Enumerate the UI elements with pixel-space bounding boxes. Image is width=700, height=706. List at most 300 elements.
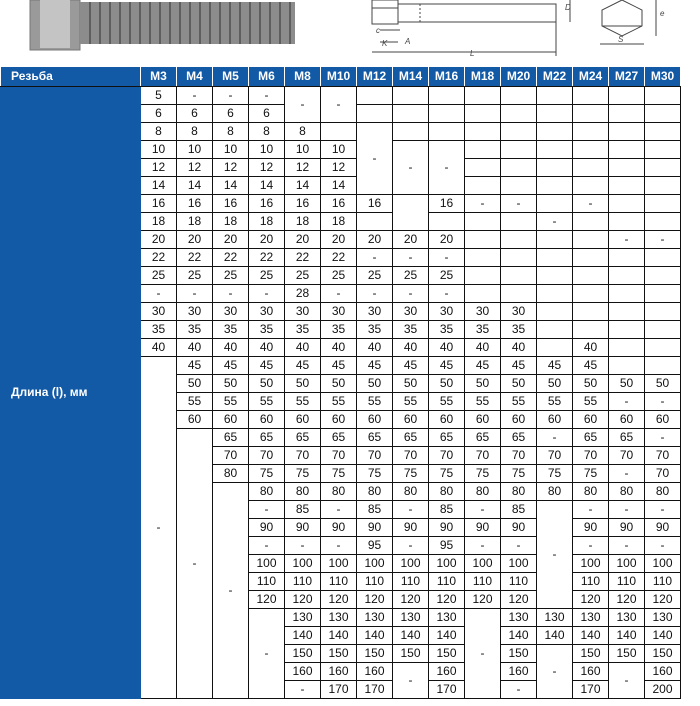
length-cell [465, 159, 501, 177]
length-cell [573, 213, 609, 231]
length-cell: 25 [285, 267, 321, 285]
length-cell: 80 [645, 483, 681, 501]
length-cell: - [465, 501, 501, 519]
length-cell: 12 [285, 159, 321, 177]
length-cell: 16 [213, 195, 249, 213]
thread-size-header: M30 [645, 67, 681, 87]
length-cell [609, 177, 645, 195]
length-cell [645, 321, 681, 339]
length-cell [537, 159, 573, 177]
length-cell: 160 [501, 663, 537, 681]
length-cell [573, 141, 609, 159]
length-cell: - [537, 213, 573, 231]
length-cell: 160 [357, 663, 393, 681]
length-cell: 14 [249, 177, 285, 195]
length-cell: 30 [249, 303, 285, 321]
length-cell: 55 [537, 393, 573, 411]
length-cell: 85 [285, 501, 321, 519]
length-cell: 70 [645, 465, 681, 483]
length-cell: 45 [573, 357, 609, 375]
length-cell: 110 [321, 573, 357, 591]
length-cell: 50 [465, 375, 501, 393]
length-cell: 65 [357, 429, 393, 447]
length-cell: 55 [213, 393, 249, 411]
length-cell: 45 [501, 357, 537, 375]
length-cell [609, 321, 645, 339]
length-cell: 55 [321, 393, 357, 411]
length-cell: 40 [357, 339, 393, 357]
length-cell: 60 [249, 411, 285, 429]
length-cell: 50 [609, 375, 645, 393]
length-cell: 170 [321, 681, 357, 699]
length-cell: - [177, 87, 213, 105]
length-cell: 35 [501, 321, 537, 339]
length-cell: - [645, 393, 681, 411]
length-cell: 55 [429, 393, 465, 411]
length-cell: 150 [501, 645, 537, 663]
length-cell [645, 357, 681, 375]
length-cell: 55 [285, 393, 321, 411]
length-cell: 70 [537, 447, 573, 465]
length-cell: 120 [573, 591, 609, 609]
length-cell: 30 [357, 303, 393, 321]
length-cell: 14 [177, 177, 213, 195]
length-cell: 55 [357, 393, 393, 411]
length-cell [393, 123, 429, 141]
length-cell: - [249, 285, 285, 303]
length-cell: 65 [465, 429, 501, 447]
length-cell: 100 [393, 555, 429, 573]
length-cell: 150 [573, 645, 609, 663]
length-cell: 45 [393, 357, 429, 375]
length-cell [573, 159, 609, 177]
length-cell: 12 [177, 159, 213, 177]
length-cell [501, 141, 537, 159]
length-cell: 60 [285, 411, 321, 429]
length-cell [321, 123, 357, 141]
length-cell: 40 [465, 339, 501, 357]
length-cell: 50 [285, 375, 321, 393]
length-cell: 14 [141, 177, 177, 195]
length-cell: 75 [285, 465, 321, 483]
length-cell: 120 [501, 591, 537, 609]
length-cell: 40 [177, 339, 213, 357]
length-cell: 60 [321, 411, 357, 429]
length-cell [501, 177, 537, 195]
thread-size-header: M3 [141, 67, 177, 87]
length-cell [501, 267, 537, 285]
length-cell: 35 [429, 321, 465, 339]
length-cell: 10 [141, 141, 177, 159]
bolt-end-view-drawing [600, 0, 656, 44]
length-cell: 80 [465, 483, 501, 501]
length-cell: 30 [177, 303, 213, 321]
length-cell: 12 [141, 159, 177, 177]
bolt-side-view-drawing [372, 0, 570, 56]
bolt-length-table-container [0, 66, 700, 706]
length-cell: 22 [141, 249, 177, 267]
length-cell: 70 [249, 447, 285, 465]
thread-size-header: M8 [285, 67, 321, 87]
length-cell: 50 [573, 375, 609, 393]
length-cell: 150 [429, 645, 465, 663]
length-cell: 28 [285, 285, 321, 303]
length-cell: 35 [321, 321, 357, 339]
length-cell: 90 [501, 519, 537, 537]
length-cell: 35 [357, 321, 393, 339]
length-cell: 160 [429, 663, 465, 681]
length-cell: 30 [465, 303, 501, 321]
length-cell: - [501, 537, 537, 555]
length-cell: 90 [357, 519, 393, 537]
length-cell: 35 [249, 321, 285, 339]
length-cell [573, 87, 609, 105]
length-cell: - [249, 87, 285, 105]
length-cell: 150 [645, 645, 681, 663]
length-cell: 40 [213, 339, 249, 357]
length-cell [501, 105, 537, 123]
length-cell: 25 [177, 267, 213, 285]
length-cell [609, 195, 645, 213]
length-cell [645, 105, 681, 123]
length-cell: 60 [213, 411, 249, 429]
length-cell: 75 [321, 465, 357, 483]
length-cell: 60 [573, 411, 609, 429]
thread-size-header: M16 [429, 67, 465, 87]
length-cell: - [573, 501, 609, 519]
length-cell: 45 [285, 357, 321, 375]
length-cell: 20 [213, 231, 249, 249]
length-cell: - [501, 195, 537, 213]
length-cell: 6 [213, 105, 249, 123]
length-cell: 130 [609, 609, 645, 627]
length-cell: 12 [321, 159, 357, 177]
length-cell [393, 87, 429, 105]
length-cell: - [429, 249, 465, 267]
length-cell: - [573, 537, 609, 555]
length-cell: - [645, 501, 681, 519]
length-cell: 50 [501, 375, 537, 393]
length-cell: 18 [141, 213, 177, 231]
length-cell: 70 [501, 447, 537, 465]
length-cell: 30 [393, 303, 429, 321]
merged-cell: - [537, 501, 573, 609]
length-cell: 45 [429, 357, 465, 375]
length-cell: 95 [357, 537, 393, 555]
length-cell: 120 [645, 591, 681, 609]
length-cell: 10 [177, 141, 213, 159]
length-cell: 6 [141, 105, 177, 123]
length-cell [465, 87, 501, 105]
length-cell: 40 [321, 339, 357, 357]
length-cell: 10 [321, 141, 357, 159]
length-cell [645, 285, 681, 303]
length-cell: - [537, 429, 573, 447]
length-cell: 12 [249, 159, 285, 177]
length-cell: 55 [465, 393, 501, 411]
length-cell: - [393, 285, 429, 303]
table-row [1, 87, 681, 105]
length-cell: 25 [321, 267, 357, 285]
length-cell: 55 [573, 393, 609, 411]
length-cell [645, 267, 681, 285]
length-cell: 140 [573, 627, 609, 645]
length-cell: 18 [249, 213, 285, 231]
length-cell: 22 [321, 249, 357, 267]
length-cell: 130 [357, 609, 393, 627]
length-cell: 80 [213, 465, 249, 483]
length-cell [537, 321, 573, 339]
length-cell [537, 339, 573, 357]
length-cell: 85 [501, 501, 537, 519]
length-cell: 100 [573, 555, 609, 573]
length-cell: 60 [501, 411, 537, 429]
length-cell: 8 [177, 123, 213, 141]
length-cell [465, 285, 501, 303]
length-cell [465, 177, 501, 195]
length-cell: - [393, 537, 429, 555]
length-cell: 90 [429, 519, 465, 537]
length-cell: 18 [177, 213, 213, 231]
length-cell: 130 [501, 609, 537, 627]
length-cell: 20 [429, 231, 465, 249]
length-cell: 90 [573, 519, 609, 537]
thread-size-header: M27 [609, 67, 645, 87]
length-cell: 50 [645, 375, 681, 393]
length-cell: 18 [321, 213, 357, 231]
length-cell: 110 [573, 573, 609, 591]
length-cell: 140 [609, 627, 645, 645]
thread-size-header: M18 [465, 67, 501, 87]
length-cell: - [213, 285, 249, 303]
length-cell: 150 [285, 645, 321, 663]
thread-size-header: M20 [501, 67, 537, 87]
length-cell: 40 [573, 339, 609, 357]
merged-cell: - [321, 87, 357, 123]
length-cell: - [609, 393, 645, 411]
length-cell: - [465, 195, 501, 213]
length-cell: 10 [213, 141, 249, 159]
length-cell: 120 [429, 591, 465, 609]
length-cell: 130 [537, 609, 573, 627]
length-cell [393, 105, 429, 123]
length-cell: 40 [429, 339, 465, 357]
length-cell: 80 [609, 483, 645, 501]
length-cell: 35 [213, 321, 249, 339]
length-cell: 150 [393, 645, 429, 663]
length-cell: 90 [645, 519, 681, 537]
length-cell [645, 123, 681, 141]
length-cell: 75 [465, 465, 501, 483]
merged-cell: - [249, 609, 285, 699]
thread-header: Резьба [1, 67, 141, 87]
length-cell [537, 303, 573, 321]
length-cell: 20 [141, 231, 177, 249]
length-cell: - [213, 87, 249, 105]
length-cell [537, 195, 573, 213]
length-cell: 16 [285, 195, 321, 213]
length-cell: - [393, 501, 429, 519]
length-cell: 16 [141, 195, 177, 213]
length-cell [501, 159, 537, 177]
length-cell: 22 [249, 249, 285, 267]
thread-size-header: M5 [213, 67, 249, 87]
length-cell: 120 [609, 591, 645, 609]
length-cell: 25 [213, 267, 249, 285]
dim-k-label: K [382, 39, 388, 48]
length-cell: 45 [249, 357, 285, 375]
length-cell: 40 [141, 339, 177, 357]
length-cell [357, 105, 393, 123]
length-cell: 75 [249, 465, 285, 483]
length-cell: 50 [177, 375, 213, 393]
length-cell: 75 [429, 465, 465, 483]
length-cell: 100 [609, 555, 645, 573]
length-cell: - [609, 231, 645, 249]
length-cell: - [609, 537, 645, 555]
length-cell: 100 [321, 555, 357, 573]
merged-cell [393, 195, 429, 231]
length-cell [645, 339, 681, 357]
merged-cell: - [213, 483, 249, 699]
length-cell: 35 [465, 321, 501, 339]
length-cell: 95 [429, 537, 465, 555]
length-cell: - [645, 231, 681, 249]
length-cell: - [393, 249, 429, 267]
length-cell: 6 [177, 105, 213, 123]
length-cell: 110 [465, 573, 501, 591]
length-cell: 70 [285, 447, 321, 465]
length-cell: 110 [285, 573, 321, 591]
length-cell: 100 [465, 555, 501, 573]
length-cell: 60 [357, 411, 393, 429]
length-cell: 55 [501, 393, 537, 411]
length-cell: 70 [357, 447, 393, 465]
length-cell: 65 [285, 429, 321, 447]
length-cell [537, 285, 573, 303]
length-cell: 45 [177, 357, 213, 375]
length-cell: 14 [285, 177, 321, 195]
length-cell: 50 [321, 375, 357, 393]
length-cell: 8 [285, 123, 321, 141]
length-cell [645, 195, 681, 213]
length-cell [609, 303, 645, 321]
length-cell [537, 177, 573, 195]
length-cell: 160 [321, 663, 357, 681]
length-cell: 170 [357, 681, 393, 699]
length-cell: 50 [393, 375, 429, 393]
length-cell: 120 [393, 591, 429, 609]
length-cell: - [249, 537, 285, 555]
length-cell: 110 [609, 573, 645, 591]
length-cell: 8 [141, 123, 177, 141]
length-cell: 65 [321, 429, 357, 447]
length-cell: - [645, 429, 681, 447]
length-cell: 25 [393, 267, 429, 285]
length-cell: - [501, 681, 537, 699]
dim-s-label: S [618, 35, 624, 44]
length-cell [537, 141, 573, 159]
length-cell: 100 [357, 555, 393, 573]
length-cell: 25 [429, 267, 465, 285]
length-cell: 170 [429, 681, 465, 699]
length-cell: 18 [213, 213, 249, 231]
length-cell [537, 249, 573, 267]
length-cell: 16 [357, 195, 393, 213]
length-cell: 60 [429, 411, 465, 429]
length-cell: 80 [429, 483, 465, 501]
length-cell: 80 [537, 483, 573, 501]
length-cell: 60 [609, 411, 645, 429]
length-cell: 60 [177, 411, 213, 429]
length-cell [609, 249, 645, 267]
length-cell: 45 [465, 357, 501, 375]
bolt-drawings [0, 0, 700, 65]
length-cell [573, 285, 609, 303]
length-row-label: Длина (l), мм [1, 87, 141, 699]
length-cell: - [177, 285, 213, 303]
length-cell: 100 [501, 555, 537, 573]
length-cell: 110 [501, 573, 537, 591]
length-cell: 140 [285, 627, 321, 645]
length-cell: 160 [573, 663, 609, 681]
length-cell [645, 303, 681, 321]
length-cell: 22 [213, 249, 249, 267]
length-cell: 35 [141, 321, 177, 339]
length-cell: 150 [609, 645, 645, 663]
merged-cell: - [609, 663, 645, 699]
length-cell: 16 [321, 195, 357, 213]
thread-size-header: M6 [249, 67, 285, 87]
length-cell: 65 [501, 429, 537, 447]
length-cell: 130 [573, 609, 609, 627]
length-cell [573, 249, 609, 267]
length-cell: 30 [285, 303, 321, 321]
length-cell: 70 [465, 447, 501, 465]
thread-size-header: M24 [573, 67, 609, 87]
merged-cell: - [537, 645, 573, 699]
length-cell [609, 87, 645, 105]
length-cell: 10 [249, 141, 285, 159]
length-cell [357, 87, 393, 105]
length-cell: 90 [393, 519, 429, 537]
length-cell: 85 [429, 501, 465, 519]
length-cell [573, 267, 609, 285]
length-cell: 200 [645, 681, 681, 699]
length-cell: 20 [285, 231, 321, 249]
merged-cell: - [141, 357, 177, 699]
length-cell: 140 [429, 627, 465, 645]
length-cell [573, 231, 609, 249]
length-cell: 120 [285, 591, 321, 609]
length-cell [501, 231, 537, 249]
length-cell: 30 [141, 303, 177, 321]
length-cell [609, 213, 645, 231]
merged-cell [429, 213, 465, 231]
table-body [1, 87, 681, 699]
length-cell: - [357, 285, 393, 303]
length-cell: 140 [501, 627, 537, 645]
length-cell: - [321, 285, 357, 303]
length-cell [465, 141, 501, 159]
length-cell: 20 [249, 231, 285, 249]
length-cell: 60 [393, 411, 429, 429]
length-cell: - [609, 465, 645, 483]
length-cell: 120 [465, 591, 501, 609]
length-cell: 80 [249, 483, 285, 501]
thread-size-header: M4 [177, 67, 213, 87]
length-cell: 90 [249, 519, 285, 537]
